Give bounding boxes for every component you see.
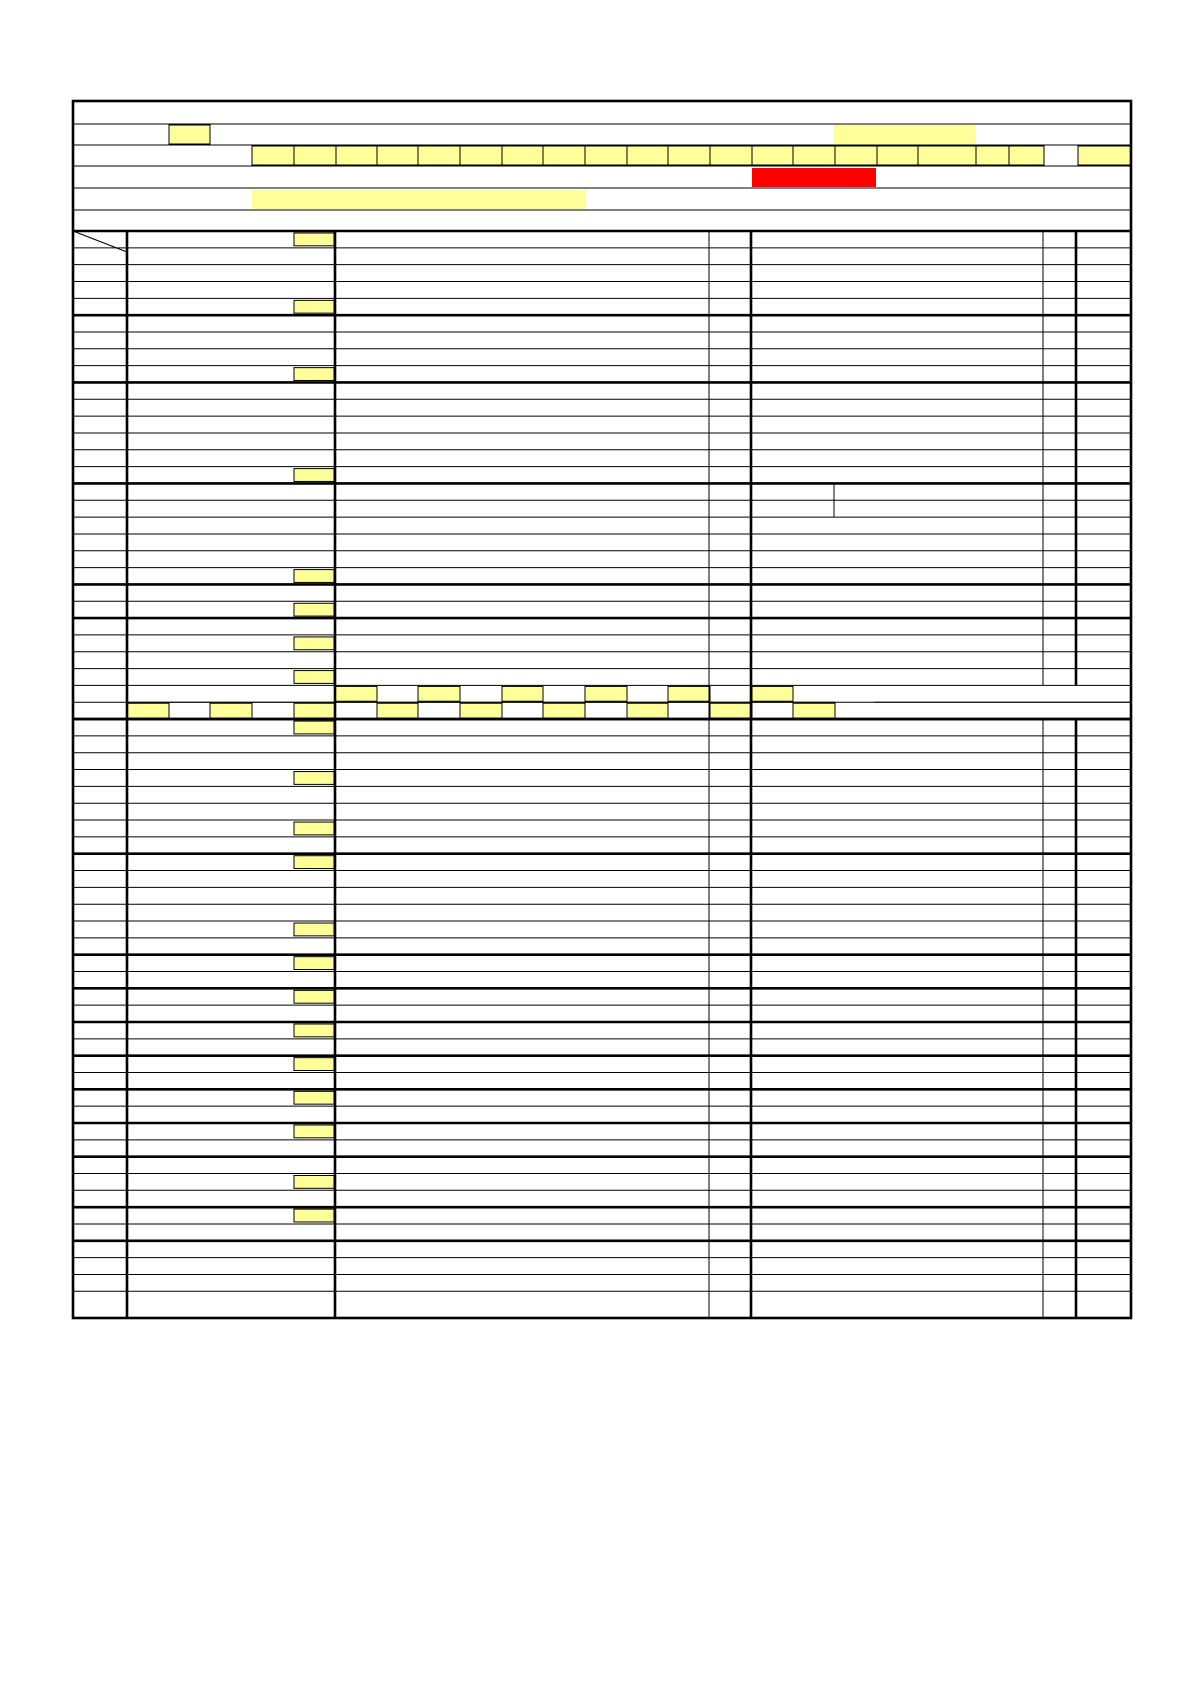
data-entry-cell[interactable] (627, 146, 668, 165)
data-entry-cell[interactable] (294, 703, 335, 718)
data-entry-cell[interactable] (377, 146, 418, 165)
data-entry-cell[interactable] (169, 125, 210, 144)
data-entry-cell[interactable] (294, 300, 334, 313)
data-entry-cell[interactable] (294, 1175, 334, 1188)
data-entry-cell[interactable] (294, 721, 334, 734)
data-entry-cell[interactable] (294, 469, 334, 482)
data-entry-cell[interactable] (294, 822, 334, 835)
data-entry-cell[interactable] (877, 146, 918, 165)
header-diagonal (73, 231, 127, 252)
data-entry-cell[interactable] (210, 703, 252, 718)
data-entry-cell[interactable] (585, 686, 627, 701)
data-entry-cell[interactable] (460, 703, 502, 718)
data-entry-cell[interactable] (710, 146, 752, 165)
data-entry-cell[interactable] (294, 990, 334, 1003)
data-entry-cell[interactable] (627, 703, 668, 718)
data-entry-cell[interactable] (668, 686, 710, 701)
data-entry-cell[interactable] (294, 772, 334, 785)
data-entry-cell[interactable] (418, 146, 460, 165)
data-entry-cell[interactable] (834, 125, 976, 144)
data-entry-cell[interactable] (294, 1209, 334, 1222)
data-entry-cell[interactable] (294, 957, 334, 970)
data-entry-cell[interactable] (294, 1024, 334, 1037)
data-entry-cell[interactable] (835, 146, 877, 165)
data-entry-cell[interactable] (294, 1058, 334, 1071)
data-entry-cell[interactable] (294, 1125, 334, 1138)
data-entry-cell[interactable] (294, 637, 334, 650)
data-entry-cell[interactable] (585, 146, 627, 165)
data-entry-cell[interactable] (377, 703, 418, 718)
data-entry-cell[interactable] (252, 146, 294, 165)
data-entry-cell[interactable] (127, 703, 169, 718)
data-entry-cell[interactable] (294, 368, 334, 381)
data-entry-cell[interactable] (294, 146, 336, 165)
data-entry-cell[interactable] (976, 146, 1009, 165)
data-entry-cell[interactable] (1009, 146, 1044, 165)
data-entry-cell[interactable] (918, 146, 976, 165)
data-entry-cell[interactable] (336, 146, 377, 165)
data-entry-cell[interactable] (335, 686, 377, 701)
data-entry-cell[interactable] (793, 703, 835, 718)
data-entry-cell[interactable] (1078, 146, 1131, 165)
data-entry-cell[interactable] (460, 146, 502, 165)
error-indicator-cell[interactable] (752, 168, 876, 187)
data-entry-cell[interactable] (294, 923, 334, 936)
data-entry-cell[interactable] (294, 1091, 334, 1104)
thin-grid-lines (73, 124, 1131, 1318)
data-entry-cell[interactable] (752, 146, 793, 165)
data-entry-cell[interactable] (294, 233, 334, 246)
cell-fills (127, 125, 1131, 1222)
data-entry-cell[interactable] (294, 603, 334, 616)
data-entry-cell[interactable] (710, 703, 752, 718)
data-entry-cell[interactable] (793, 146, 835, 165)
data-entry-cell[interactable] (543, 703, 585, 718)
data-entry-cell[interactable] (502, 686, 543, 701)
data-entry-cell[interactable] (752, 686, 793, 701)
data-entry-cell[interactable] (543, 146, 585, 165)
data-entry-cell[interactable] (252, 190, 586, 209)
data-entry-cell[interactable] (294, 570, 334, 583)
data-entry-cell[interactable] (294, 671, 334, 684)
data-entry-cell[interactable] (502, 146, 543, 165)
data-entry-cell[interactable] (418, 686, 460, 701)
data-entry-cell[interactable] (668, 146, 710, 165)
data-entry-cell[interactable] (294, 856, 334, 869)
